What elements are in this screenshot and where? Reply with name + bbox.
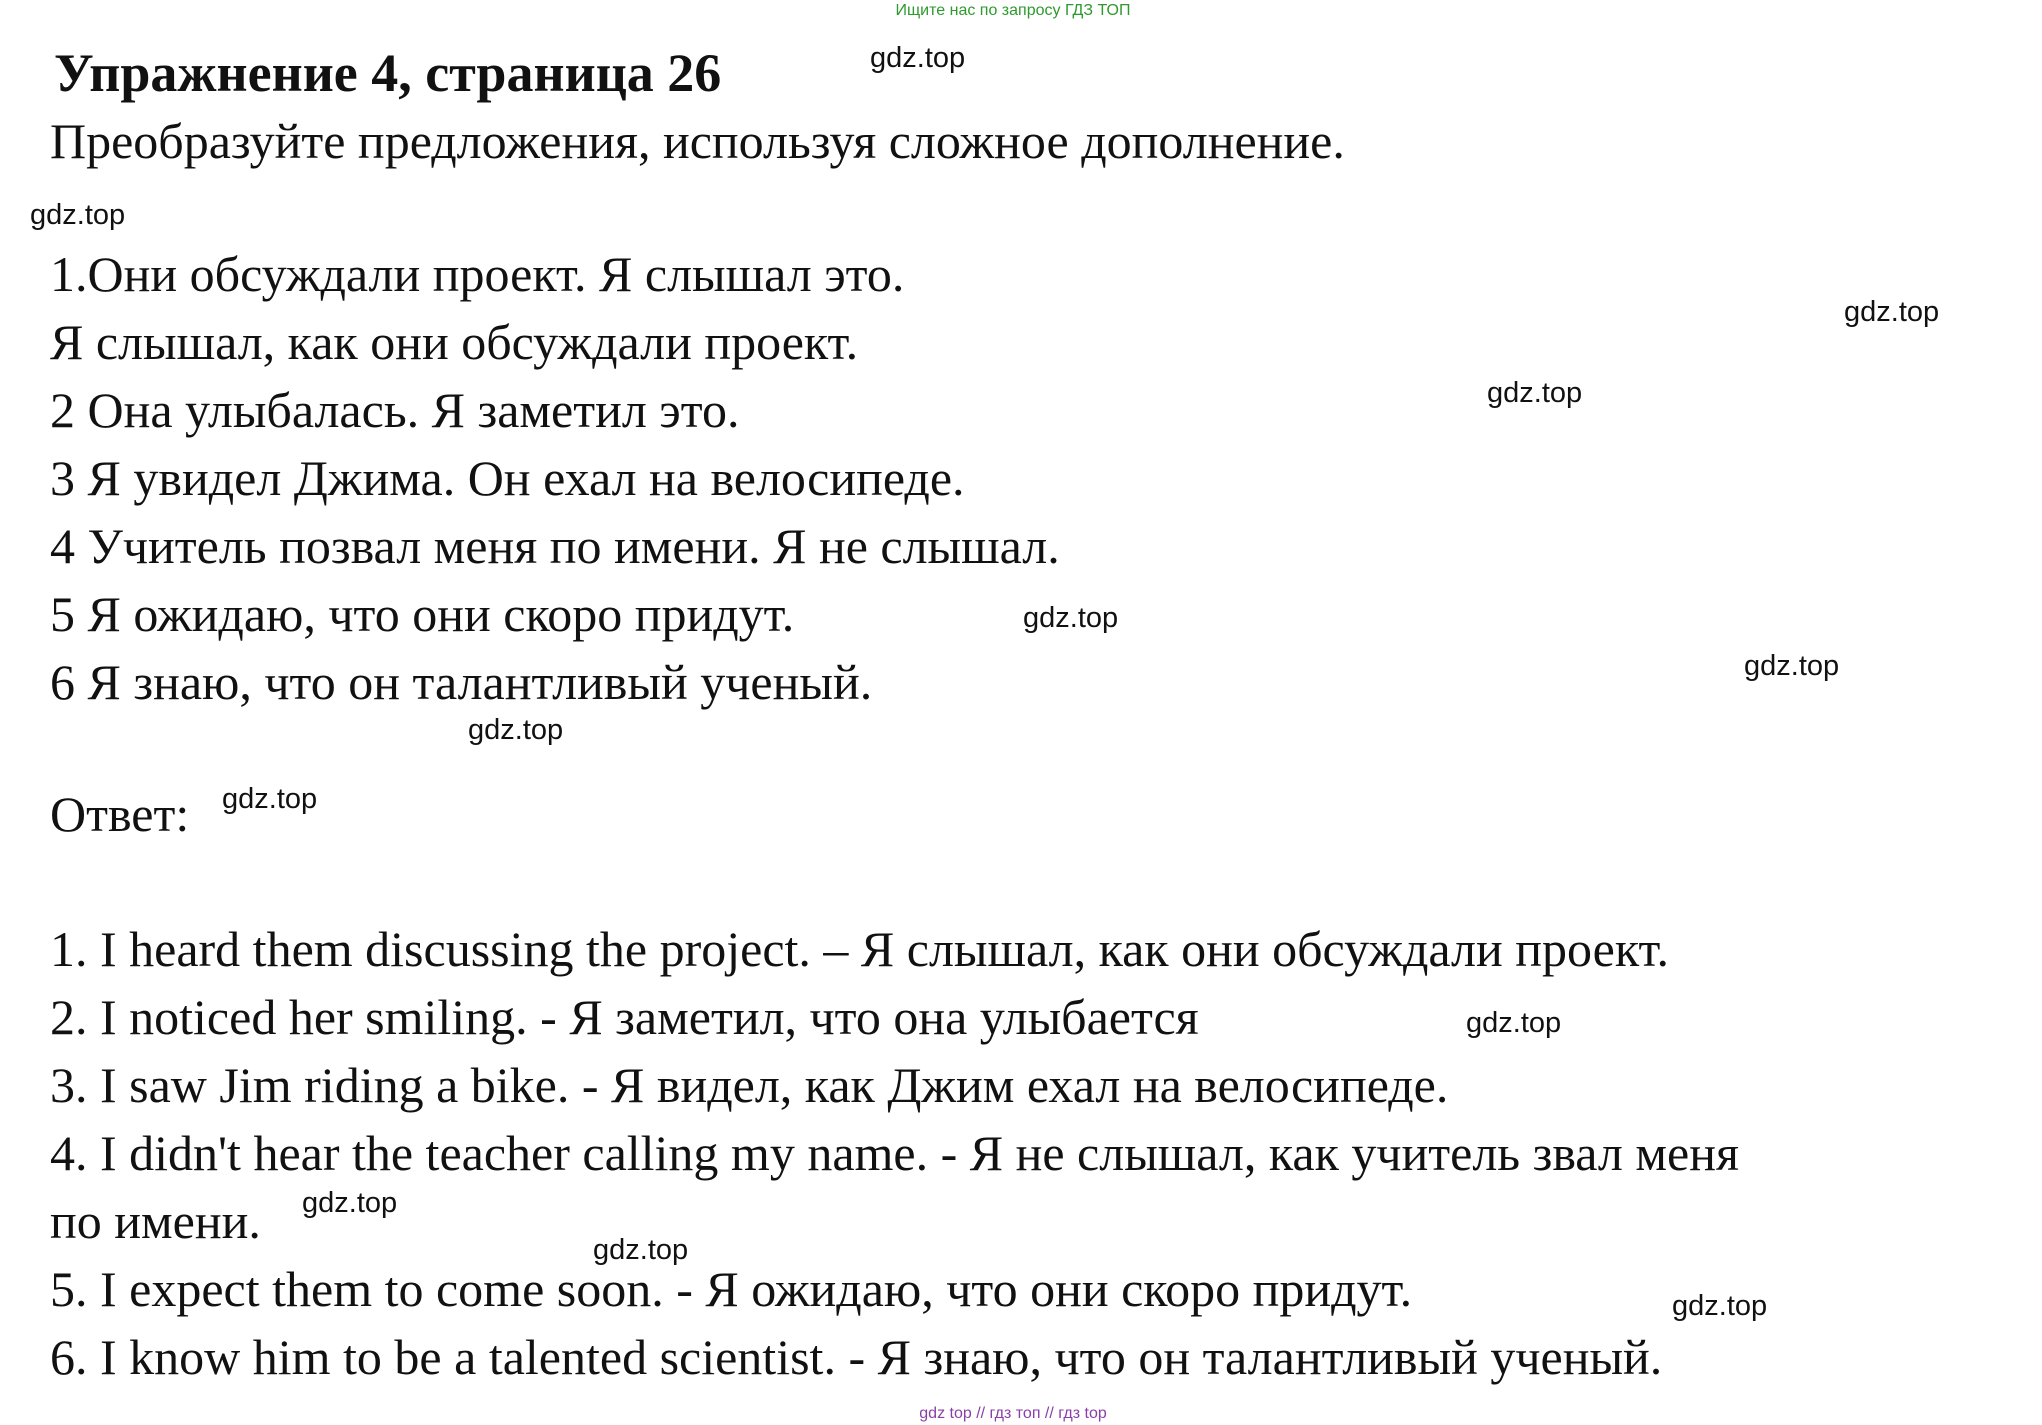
watermark: gdz.top — [870, 42, 966, 74]
search-hint-banner: Ищите нас по запросу ГДЗ ТОП — [895, 2, 1131, 19]
watermark: gdz.top — [1487, 377, 1583, 409]
exercise-title: Упражнение 4, страница 26 — [54, 43, 722, 103]
task-line-1: 1.Они обсуждали проект. Я слышал это. — [50, 246, 905, 302]
watermark: gdz.top — [1466, 1007, 1562, 1039]
task-line-3: 3 Я увидел Джима. Он ехал на велосипеде. — [50, 450, 965, 506]
task-line-5: 5 Я ожидаю, что они скоро придут. — [50, 586, 795, 642]
task-line-2: 2 Она улыбалась. Я заметил это. — [50, 382, 740, 438]
watermark: gdz.top — [1023, 602, 1119, 634]
task-line-1-example: Я слышал, как они обсуждали проект. — [50, 314, 859, 370]
task-line-6: 6 Я знаю, что он талантливый ученый. — [50, 654, 873, 710]
task-line-4: 4 Учитель позвал меня по имени. Я не слышал. — [50, 518, 1060, 574]
watermark: gdz.top — [1744, 650, 1840, 682]
instruction-text: Преобразуйте предложения, используя сложное дополнение. — [50, 113, 1345, 169]
answer-label: Ответ: — [50, 786, 190, 842]
watermark: gdz.top — [30, 199, 126, 231]
watermark: gdz.top — [468, 714, 564, 746]
answer-line-4: 4. I didn't hear the teacher calling my name. - Я не слышал, как учитель звал меня — [50, 1125, 1739, 1181]
answer-line-2: 2. I noticed her smiling. - Я заметил, что она улыбается — [50, 989, 1199, 1045]
watermark: gdz.top — [1844, 296, 1940, 328]
answer-line-6: 6. I know him to be a talented scientist. - Я знаю, что он талантливый ученый. — [50, 1329, 1663, 1385]
answer-line-5: 5. I expect them to come soon. - Я ожидаю, что они скоро придут. — [50, 1261, 1413, 1317]
answer-line-1: 1. I heard them discussing the project. – Я слышал, как они обсуждали проект. — [50, 921, 1670, 977]
footer-links: gdz top // гдз топ // гдз top — [919, 1405, 1107, 1422]
watermark: gdz.top — [1672, 1290, 1768, 1322]
answer-line-4-continued: по имени. — [50, 1193, 261, 1249]
watermark: gdz.top — [593, 1234, 689, 1266]
watermark: gdz.top — [302, 1187, 398, 1219]
answer-line-3: 3. I saw Jim riding a bike. - Я видел, как Джим ехал на велосипеде. — [50, 1057, 1449, 1113]
watermark: gdz.top — [222, 783, 318, 815]
